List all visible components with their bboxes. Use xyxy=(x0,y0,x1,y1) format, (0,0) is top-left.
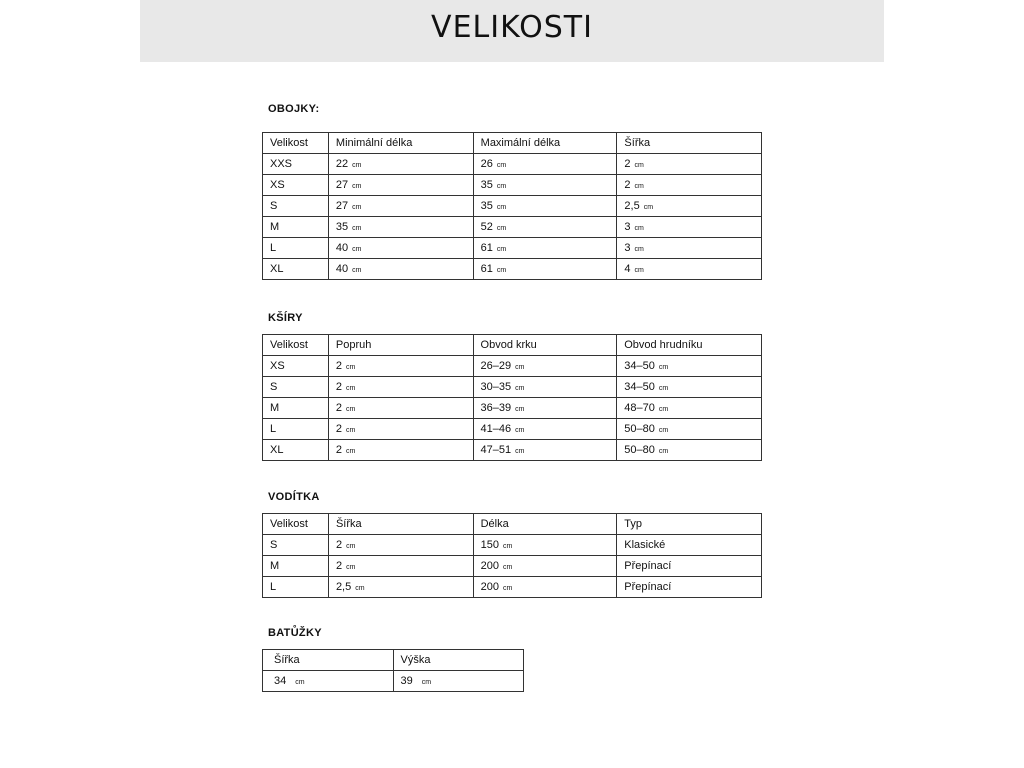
min-length-cell: 40 cm xyxy=(328,238,473,259)
chest-cell: 48–70 cm xyxy=(617,398,762,419)
width-cell: 2 cm xyxy=(617,175,762,196)
min-length-cell: 35 cm xyxy=(328,217,473,238)
size-cell: L xyxy=(263,238,329,259)
width-cell: 4 cm xyxy=(617,259,762,280)
table-voditka xyxy=(262,513,762,598)
strap-cell: 2 cm xyxy=(328,356,473,377)
width-cell: 3 cm xyxy=(617,238,762,259)
section-title-ksiry: KŠÍRY xyxy=(268,312,303,324)
width-cell: 2,5 cm xyxy=(617,196,762,217)
table-row xyxy=(263,154,762,175)
column-header: Délka xyxy=(473,514,617,535)
size-cell: XL xyxy=(263,440,329,461)
column-header: Velikost xyxy=(263,514,329,535)
table-header-row xyxy=(263,514,762,535)
strap-cell: 2 cm xyxy=(328,377,473,398)
table-header-row xyxy=(263,650,524,671)
table-row xyxy=(263,175,762,196)
table-header-row xyxy=(263,133,762,154)
neck-cell: 30–35 cm xyxy=(473,377,617,398)
size-cell: M xyxy=(263,556,329,577)
strap-cell: 2 cm xyxy=(328,440,473,461)
table-row xyxy=(263,356,762,377)
column-header: Výška xyxy=(393,650,524,671)
type-cell: Přepínací xyxy=(617,556,762,577)
size-cell: XL xyxy=(263,259,329,280)
table-row xyxy=(263,196,762,217)
length-cell: 200 cm xyxy=(473,556,617,577)
size-cell: M xyxy=(263,398,329,419)
size-cell: XXS xyxy=(263,154,329,175)
chest-cell: 50–80 cm xyxy=(617,440,762,461)
width-cell: 2 cm xyxy=(328,556,473,577)
column-header: Velikost xyxy=(263,133,329,154)
section-title-obojky: OBOJKY: xyxy=(268,103,320,115)
column-header: Šířka xyxy=(263,650,394,671)
table-ksiry xyxy=(262,334,762,461)
table-row xyxy=(263,671,524,692)
chest-cell: 50–80 cm xyxy=(617,419,762,440)
height-cell: 39 cm xyxy=(393,671,524,692)
column-header: Obvod hrudníku xyxy=(617,335,762,356)
type-cell: Klasické xyxy=(617,535,762,556)
neck-cell: 47–51 cm xyxy=(473,440,617,461)
page-title: VELIKOSTI xyxy=(431,10,593,45)
column-header: Maximální délka xyxy=(473,133,617,154)
width-cell: 2 cm xyxy=(617,154,762,175)
table-row xyxy=(263,535,762,556)
neck-cell: 41–46 cm xyxy=(473,419,617,440)
min-length-cell: 22 cm xyxy=(328,154,473,175)
table-row xyxy=(263,398,762,419)
max-length-cell: 35 cm xyxy=(473,196,617,217)
column-header: Šířka xyxy=(617,133,762,154)
size-cell: L xyxy=(263,419,329,440)
table-header-row xyxy=(263,335,762,356)
table-row xyxy=(263,556,762,577)
section-title-voditka: VODÍTKA xyxy=(268,491,320,503)
chest-cell: 34–50 cm xyxy=(617,377,762,398)
column-header: Minimální délka xyxy=(328,133,473,154)
max-length-cell: 61 cm xyxy=(473,238,617,259)
max-length-cell: 35 cm xyxy=(473,175,617,196)
size-cell: XS xyxy=(263,175,329,196)
min-length-cell: 40 cm xyxy=(328,259,473,280)
table-row xyxy=(263,259,762,280)
table-row xyxy=(263,440,762,461)
table-row xyxy=(263,377,762,398)
size-cell: M xyxy=(263,217,329,238)
strap-cell: 2 cm xyxy=(328,398,473,419)
size-cell: S xyxy=(263,196,329,217)
max-length-cell: 26 cm xyxy=(473,154,617,175)
width-cell: 2,5 cm xyxy=(328,577,473,598)
table-row xyxy=(263,419,762,440)
header-banner xyxy=(140,0,884,62)
table-row xyxy=(263,217,762,238)
neck-cell: 36–39 cm xyxy=(473,398,617,419)
max-length-cell: 61 cm xyxy=(473,259,617,280)
table-row xyxy=(263,238,762,259)
page xyxy=(140,0,884,768)
section-title-batuzky: BATŮŽKY xyxy=(268,627,322,639)
column-header: Obvod krku xyxy=(473,335,617,356)
column-header: Šířka xyxy=(328,514,473,535)
table-batuzky xyxy=(262,649,524,692)
length-cell: 150 cm xyxy=(473,535,617,556)
table-obojky xyxy=(262,132,762,280)
width-cell: 2 cm xyxy=(328,535,473,556)
column-header: Typ xyxy=(617,514,762,535)
size-cell: XS xyxy=(263,356,329,377)
min-length-cell: 27 cm xyxy=(328,196,473,217)
size-cell: S xyxy=(263,535,329,556)
size-cell: S xyxy=(263,377,329,398)
column-header: Popruh xyxy=(328,335,473,356)
table-row xyxy=(263,577,762,598)
neck-cell: 26–29 cm xyxy=(473,356,617,377)
size-cell: L xyxy=(263,577,329,598)
length-cell: 200 cm xyxy=(473,577,617,598)
strap-cell: 2 cm xyxy=(328,419,473,440)
width-cell: 3 cm xyxy=(617,217,762,238)
max-length-cell: 52 cm xyxy=(473,217,617,238)
chest-cell: 34–50 cm xyxy=(617,356,762,377)
column-header: Velikost xyxy=(263,335,329,356)
width-cell: 34 cm xyxy=(263,671,394,692)
type-cell: Přepínací xyxy=(617,577,762,598)
min-length-cell: 27 cm xyxy=(328,175,473,196)
